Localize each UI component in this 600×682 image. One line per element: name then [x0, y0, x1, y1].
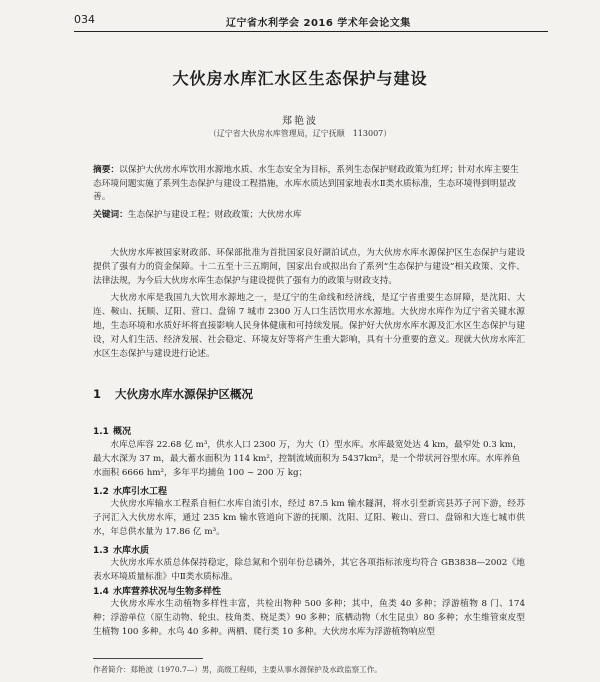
section-heading — [93, 386, 253, 402]
author-name: 郑艳波 — [282, 116, 318, 127]
intro-paragraph-2: 大伙房水库是我国九大饮用水源地之一，是辽宁的生命线和经济线，是辽宁省重要生态屏障，是沈阳、大连、鞍山、抚顺、辽阳、营口、盘锦 7 城市 2300 万人口生活饮用水水源地。大伙房水库作为辽宁省关键水源地，生态环境和水质好坏将直接影响人民身体健康和可持续发展。保护好大伙房水库水源及汇水区生态保护与建设，对人们生活、经济发展、社会稳定、环境友好等将产生重大影响，具有十分重要的意义。现就大伙房水库汇水区生态保护与建设进行论述。 — [93, 293, 525, 359]
intro-paragraph-1: 大伙房水库被国家财政部、环保部批准为首批国家良好湖泊试点，为大伙房水库水源保护区生态保护与建设提供了强有力的资金保障。十二五至十三五期间，国家出台或拟出台了系列“生态保护与建设”相关政策、文件、法律法规，为今后大伙房水库生态保护与建设提供了强有力的政策与财政支持。 — [93, 248, 525, 286]
keywords-text: 生态保护与建设工程；财政政策；大伙房水库 — [127, 210, 302, 220]
abstract-text: 以保护大伙房水库饮用水源地水质、水生态安全为目标，系列生态保护财政政策为红坪；针对水库主要生态环境问题实施了系列生态保护与建设工程措施，水库水质达到国家地表水Ⅱ类水质标准，生态环境得到明显改善。 — [93, 165, 519, 202]
abstract — [93, 164, 525, 205]
subsection-text: 大伙房水库输水工程系自桓仁水库自流引水，经过 87.5 km 输水隧洞，将水引至新宾县苏子河下游，经苏子河汇入大伙房水库，通过 235 km 输水管道向下游的抚顺、沈阳、辽阳、鞍山、营口、盘锦和大连七城市供水，年总供水量为 17.86 亿 m³。 — [93, 499, 525, 537]
journal-name: 辽宁省水利学会 2016 学术年会论文集 — [226, 18, 411, 29]
subsection-heading — [93, 543, 149, 556]
subsection-text: 水库总库容 22.68 亿 m³，供水人口 2300 万，为大（Ⅰ）型水库。水库最宽处达 4 km，最窄处 0.3 km，最大水深为 37 m，最大蓄水面积为 114 km²，控制流域面积为 5437km²，是一个带状河谷型水库。水库养鱼水面积 6666 hm²，多年平均捕鱼 100 ~ 200 万 kg； — [93, 440, 522, 478]
subsection-title: 水库营养状况与生物多样性 — [113, 587, 222, 597]
author-affiliation: （辽宁省大伙房水库管理局，辽宁抚顺 113007） — [208, 129, 392, 138]
subsection-number: 1.4 — [93, 587, 109, 597]
keywords — [93, 208, 525, 220]
subsection-number: 1.3 — [93, 546, 109, 556]
running-header — [74, 11, 548, 32]
subsection-heading — [93, 424, 131, 437]
page-number: 034 — [74, 13, 95, 26]
subsection-heading — [93, 584, 221, 597]
section-number: 1 — [93, 387, 102, 401]
subsection-number: 1.2 — [93, 487, 109, 497]
section-title: 大伙房水库水源保护区概况 — [115, 387, 253, 401]
subsection-heading — [93, 484, 167, 497]
subsection-number: 1.1 — [93, 427, 109, 437]
article-title: 大伙房水库汇水区生态保护与建设 — [172, 69, 428, 88]
keywords-label: 关键词： — [93, 210, 128, 220]
footnote-divider — [93, 658, 203, 659]
abstract-label: 摘要： — [93, 165, 120, 175]
subsection-title: 水库水质 — [113, 546, 150, 556]
subsection-text: 大伙房水库水生动植物多样性丰富，共检出物种 500 多种；其中，鱼类 40 多种；浮游植物 8 门、174 种；浮游单位（原生动物、轮虫、枝角类、桡足类）90 多种；底栖动物（水生昆虫）80 多种；水生维管束皮型生植物 100 多种。水鸟 40 多种。两栖、爬行类 10 多种。大伙房水库为浮游植物响应型 — [93, 599, 525, 637]
subsection-text: 大伙房水库水质总体保持稳定，除总氮和个别年份总磷外，其它各项指标浓度均符合 GB3838—2002《地表水环境质量标准》中Ⅱ类水质标准。 — [93, 558, 525, 582]
footnote: 作者简介：郑艳波（1970.7—）男，高级工程师，主要从事水源保护及水政监察工作。 — [93, 665, 382, 674]
subsection-title: 概况 — [113, 427, 132, 437]
subsection-title: 水库引水工程 — [113, 487, 168, 497]
